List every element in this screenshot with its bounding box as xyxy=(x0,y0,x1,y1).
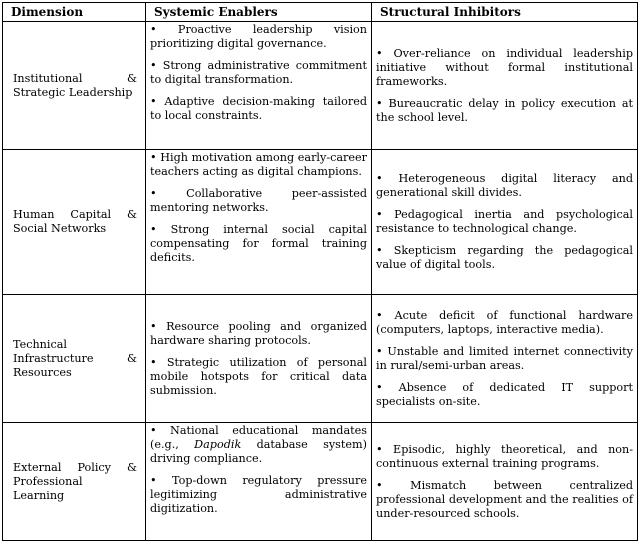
enablers-list xyxy=(150,320,367,398)
list-item: • Strong internal social capital compensating for formal training deficits. xyxy=(150,223,367,264)
list-item: • Skepticism regarding the pedagogical value of digital tools. xyxy=(376,244,633,271)
dimension-cell xyxy=(3,22,146,150)
list-item: • Episodic, highly theoretical, and non-continuous external training programs. xyxy=(376,442,633,470)
inhibitors-cell xyxy=(372,295,638,423)
inhibitors-list xyxy=(376,443,633,521)
list-item: • Top-down regulatory pressure legitimizing administrative digitization. xyxy=(150,474,367,515)
list-item: • Unstable and limited internet connectivity in rural/semi-urban areas. xyxy=(376,344,633,372)
table-row xyxy=(3,423,638,541)
dimension-label-line: Professional Learning xyxy=(13,474,83,502)
list-item xyxy=(150,424,367,466)
list-item: • Pedagogical inertia and psychological resistance to technological change. xyxy=(376,208,633,235)
dimension-label-line: Social Networks xyxy=(13,222,107,235)
enablers-cell xyxy=(146,22,372,150)
header-inhibitors: Structural Inhibitors xyxy=(372,3,638,22)
inhibitors-list xyxy=(376,172,633,272)
list-item: • Bureaucratic delay in policy execution at the school level. xyxy=(376,96,633,124)
enablers-list xyxy=(150,151,367,265)
list-item: • Collaborative peer-assisted mentoring networks. xyxy=(150,187,367,214)
enablers-list xyxy=(150,23,367,123)
list-item: • Strategic utilization of personal mobile hotspots for critical data submission. xyxy=(150,355,367,397)
enablers-cell xyxy=(146,423,372,541)
table-row xyxy=(3,22,638,150)
list-item: • Acute deficit of functional hardware (computers, laptops, interactive media). xyxy=(376,308,633,336)
header-dimension: Dimension xyxy=(3,3,146,22)
dimension-label-line: Infrastructure & xyxy=(13,351,137,365)
table-row xyxy=(3,295,638,423)
inhibitors-list xyxy=(376,309,633,409)
inhibitors-list xyxy=(376,47,633,125)
inhibitors-cell xyxy=(372,423,638,541)
enablers-inhibitors-table xyxy=(2,2,638,541)
list-item: • Heterogeneous digital literacy and generational skill divides. xyxy=(376,172,633,199)
header-enablers: Systemic Enablers xyxy=(146,3,372,22)
list-item: • Strong administrative commitment to digital transformation. xyxy=(150,59,367,86)
list-item: • Absence of dedicated IT support specialists on-site. xyxy=(376,380,633,408)
list-item: • High motivation among early-career teachers acting as digital champions. xyxy=(150,151,367,178)
enablers-cell xyxy=(146,150,372,295)
list-item: • Mismatch between centralized professional development and the realities of under-resourced schools. xyxy=(376,478,633,520)
enablers-list xyxy=(150,424,367,516)
system-name: Dapodik xyxy=(194,438,242,451)
list-item: • Over-reliance on individual leadership initiative without formal institutional frameworks. xyxy=(376,46,633,88)
dimension-label-line: External Policy & xyxy=(13,460,137,474)
list-item: • Proactive leadership vision prioritizing digital governance. xyxy=(150,23,367,50)
dimension-cell xyxy=(3,150,146,295)
inhibitors-cell xyxy=(372,22,638,150)
dimension-cell xyxy=(3,295,146,423)
inhibitors-cell xyxy=(372,150,638,295)
list-item-text: database system) driving compliance. xyxy=(150,438,367,465)
list-item: • Resource pooling and organized hardware sharing protocols. xyxy=(150,319,367,347)
dimension-label-line: Human Capital & xyxy=(13,208,137,221)
enablers-cell xyxy=(146,295,372,423)
list-item-text: • National educational mandates (e.g., xyxy=(150,424,367,451)
list-item: • Adaptive decision-making tailored to local constraints. xyxy=(150,95,367,122)
header-row xyxy=(3,3,638,22)
dimension-label-line: Institutional & xyxy=(13,71,137,85)
dimension-label-line: Technical xyxy=(13,337,67,351)
dimension-cell xyxy=(3,423,146,541)
dimension-label-line: Strategic Leadership xyxy=(13,85,133,99)
table-row xyxy=(3,150,638,295)
dimension-label-line: Resources xyxy=(13,365,72,379)
